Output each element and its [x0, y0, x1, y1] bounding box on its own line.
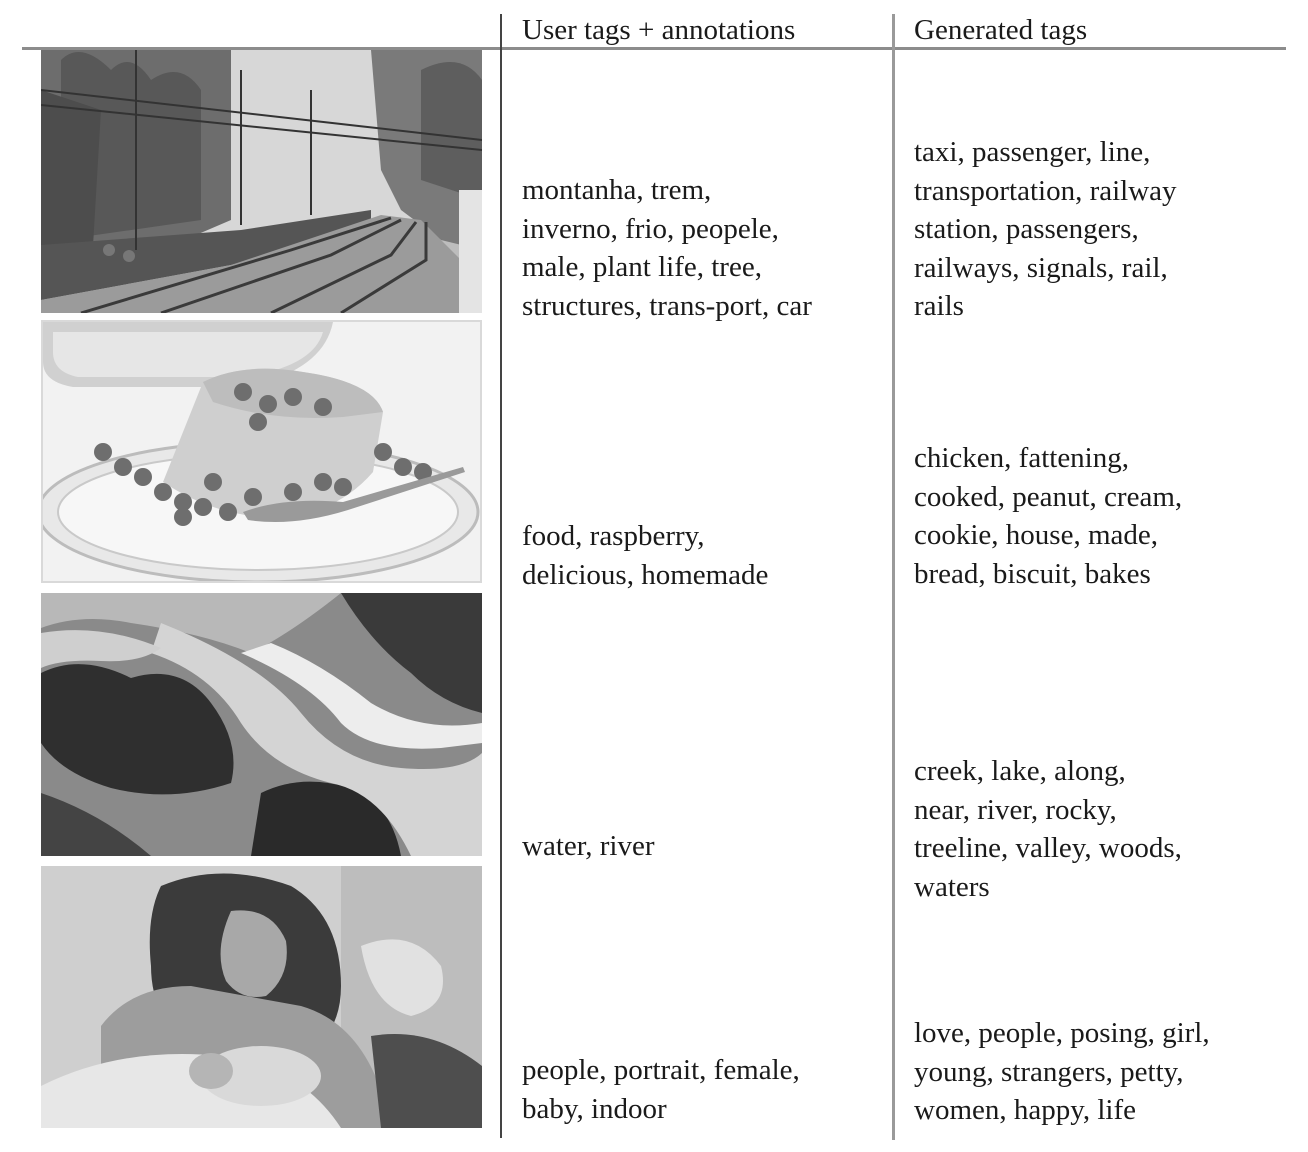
column-divider-left	[500, 14, 502, 1138]
row1-user-tags: montanha, trem, inverno, frio, peopele, male, plant life, tree, structures, trans-port, car	[522, 174, 812, 322]
row4-generated-tags: love, people, posing, girl, young, strangers, petty, women, happy, life	[914, 1017, 1210, 1126]
raspberry-pie-photo	[41, 320, 482, 583]
railway-tracks-photo	[41, 50, 482, 313]
row4-user-tags: people, portrait, female, baby, indoor	[522, 1054, 800, 1125]
column-divider-right	[892, 14, 895, 1140]
mother-baby-photo	[41, 866, 482, 1128]
row3-generated-tags: creek, lake, along, near, river, rocky, treeline, valley, woods, waters	[914, 755, 1182, 903]
row3-user-tags: water, river	[522, 830, 655, 862]
row2-user-tags: food, raspberry, delicious, homemade	[522, 520, 769, 591]
header-user-tags: User tags + annotations	[522, 14, 796, 46]
header-generated-tags: Generated tags	[914, 14, 1088, 46]
river-water-photo	[41, 593, 482, 856]
row2-generated-tags: chicken, fattening, cooked, peanut, cream, cookie, house, made, bread, biscuit, bakes	[914, 442, 1183, 590]
row1-generated-tags: taxi, passenger, line, transportation, railway station, passengers, railways, signals, rail, rails	[914, 136, 1177, 322]
